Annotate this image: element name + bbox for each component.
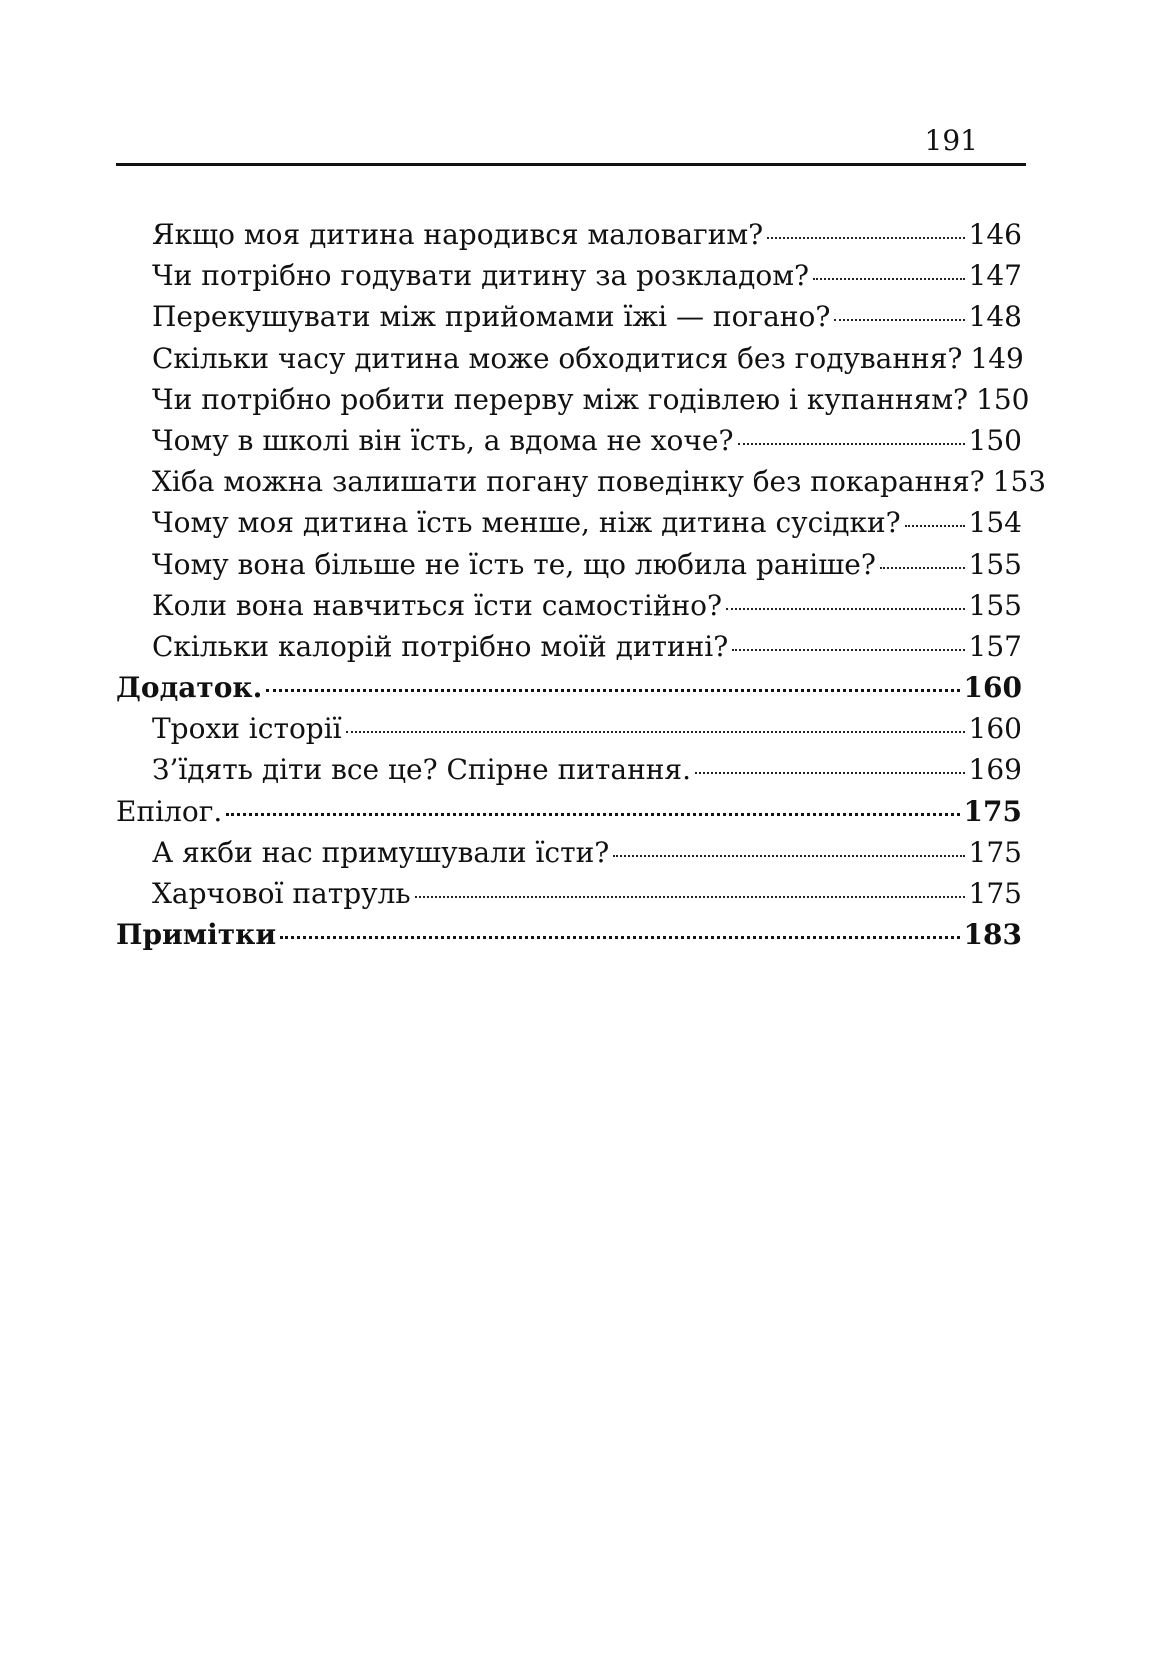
toc-entry-page: 169 [968, 753, 1022, 787]
toc-entry-title: Чи потрібно годувати дитину за розкладом? [152, 259, 810, 293]
toc-entry-title: Перекушувати між прийомами їжі — погано? [152, 300, 831, 334]
toc-entry [116, 502, 1022, 543]
toc-entry [116, 338, 1022, 379]
toc-entry-page: 160 [968, 712, 1022, 746]
toc-entry [116, 585, 1022, 626]
page-number: 191 [924, 124, 978, 157]
toc-entry-page: 146 [968, 218, 1022, 251]
toc-entry-title: Якщо моя дитина народився маловагим? [152, 218, 764, 251]
toc-entry [116, 420, 1022, 461]
toc-entry [116, 914, 1022, 955]
toc-entry-page: 149 [970, 341, 1024, 375]
toc-entry-title: З’їдять діти все це? Спірне питання. [152, 753, 691, 787]
toc-entry [116, 749, 1022, 790]
toc-entry-page: 175 [968, 835, 1022, 869]
dot-leader [280, 936, 959, 939]
toc-entry-page: 148 [968, 300, 1022, 334]
toc-entry-title: Скільки часу дитина може обходитися без годування? [152, 341, 963, 375]
toc-entry [116, 667, 1022, 708]
toc-entry-title: Трохи історії [152, 712, 342, 746]
toc-entry [116, 379, 1030, 420]
toc-entry [116, 296, 1022, 337]
dot-leader [813, 278, 965, 280]
toc-entry [116, 832, 1022, 873]
toc-entry [116, 873, 1022, 914]
table-of-contents [116, 214, 1047, 955]
dot-leader [695, 772, 965, 774]
dot-leader [613, 855, 964, 857]
toc-entry-title: Коли вона навчиться їсти самостійно? [152, 588, 723, 622]
dot-leader [880, 567, 965, 569]
dot-leader [726, 608, 964, 610]
toc-entry-title: А якби нас примушували їсти? [152, 835, 610, 869]
dot-leader [834, 319, 964, 321]
toc-entry-page: 183 [963, 918, 1022, 952]
toc-entry [116, 255, 1022, 296]
header-rule [116, 163, 1026, 166]
toc-entry [116, 626, 1022, 667]
toc-entry-title: Чи потрібно робити перерву між годівлею і купанням? [152, 382, 968, 416]
toc-entry [116, 544, 1022, 585]
toc-entry-page: 160 [963, 671, 1022, 705]
toc-entry [116, 791, 1022, 832]
toc-entry-title: Скільки калорій потрібно моїй дитині? [152, 629, 729, 663]
toc-entry [116, 461, 1047, 502]
dot-leader [226, 813, 959, 816]
toc-entry [116, 214, 1022, 255]
toc-entry-title: Епілог. [116, 794, 223, 828]
toc-entry-page: 157 [968, 629, 1022, 663]
dot-leader [905, 525, 965, 527]
toc-entry-page: 175 [963, 794, 1022, 828]
toc-entry-title: Примітки [116, 918, 277, 952]
toc-entry-page: 155 [968, 588, 1022, 622]
dot-leader [732, 649, 964, 651]
toc-entry-title: Чому в школі він їсть, а вдома не хоче? [152, 423, 734, 457]
dot-leader [346, 731, 965, 733]
toc-entry-page: 147 [968, 259, 1022, 293]
toc-entry-page: 154 [968, 506, 1022, 540]
toc-entry-title: Чому вона більше не їсть те, що любила раніше? [152, 547, 876, 581]
toc-entry-title: Чому моя дитина їсть менше, ніж дитина сусідки? [152, 506, 901, 540]
dot-leader [266, 689, 959, 692]
toc-entry-title: Хіба можна залишати погану поведінку без покарання? [152, 465, 985, 499]
dot-leader [415, 896, 965, 898]
toc-entry [116, 708, 1022, 749]
toc-entry-page: 153 [992, 465, 1047, 499]
dot-leader [738, 443, 965, 445]
toc-entry-page: 150 [976, 382, 1030, 416]
toc-entry-page: 150 [968, 423, 1022, 457]
toc-entry-page: 155 [968, 547, 1022, 581]
toc-entry-page: 175 [968, 877, 1022, 910]
toc-entry-title: Додаток. [116, 671, 263, 705]
dot-leader [767, 237, 964, 239]
toc-entry-title: Харчової патруль [152, 877, 411, 910]
